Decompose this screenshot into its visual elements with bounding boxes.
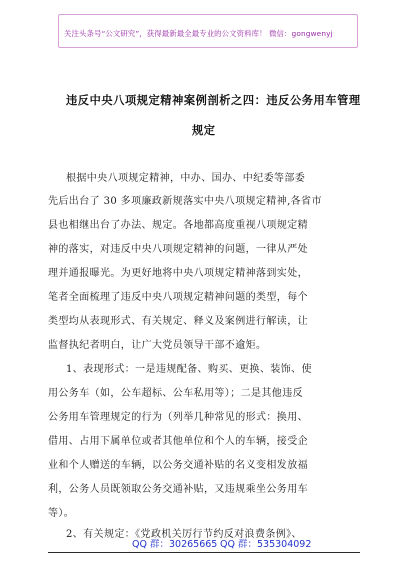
paragraph-line: 利，公务人员既领取公务交通补贴，又违规乘坐公务用车 <box>48 484 308 495</box>
paragraph-line: 先后出台了 30 多项廉政新规落实中央八项规定精神,各省市 <box>48 196 322 207</box>
document-title-line-2: 规定 <box>192 123 216 137</box>
header-banner-text: 关注头条号“公文研究”，获得最新最全最专业的公文资料库！ 微信：gongwenyj <box>64 29 333 38</box>
paragraph-line: 2、有关规定：《党政机关厉行节约反对浪费条例》、 <box>66 529 302 540</box>
paragraph-line: 笔者全面梳理了违反中央八项规定精神问题的类型，每个 <box>48 292 308 303</box>
paragraph-line: 公务用车管理规定的行为（列举几种常见的形式：换用、 <box>48 412 308 423</box>
footer-qq-group-2: QQ 群：535304092 <box>220 539 312 550</box>
paragraph-line: 1、表现形式：一是违规配备、购买、更换、装饰、使 <box>66 364 312 375</box>
paragraph-line: 县也相继出台了办法、规定。各地都高度重视八项规定精 <box>48 220 308 231</box>
paragraph-line: 用公务车（如，公车超标、公车私用等）；二是其他违反 <box>48 388 303 399</box>
paragraph-line: 理并通报曝光。为更好地将中央八项规定精神落到实处， <box>48 268 308 279</box>
paragraph-line: 神的落实，对违反中央八项规定精神的问题，一律从严处 <box>48 244 308 255</box>
paragraph-line: 根据中央八项规定精神，中办、国办、中纪委等部委 <box>66 173 306 184</box>
footer-qq-group-1: QQ 群：30265665 <box>132 539 218 550</box>
paragraph-line: 类型均从表现形式、有关规定、释义及案例进行解读，让 <box>48 316 308 327</box>
document-title-line-1: 违反中央八项规定精神案例剖析之四：违反公务用车管理 <box>66 93 361 107</box>
footer-divider <box>48 552 360 553</box>
paragraph-line: 等）。 <box>48 508 75 519</box>
paragraph-line: 业和个人赠送的车辆，以公务交通补贴的名义变相发放福 <box>48 460 308 471</box>
paragraph-line: 监督执纪者明白，让广大党员领导干部不逾矩。 <box>48 340 267 351</box>
paragraph-line: 借用、占用下属单位或者其他单位和个人的车辆，接受企 <box>48 436 308 447</box>
